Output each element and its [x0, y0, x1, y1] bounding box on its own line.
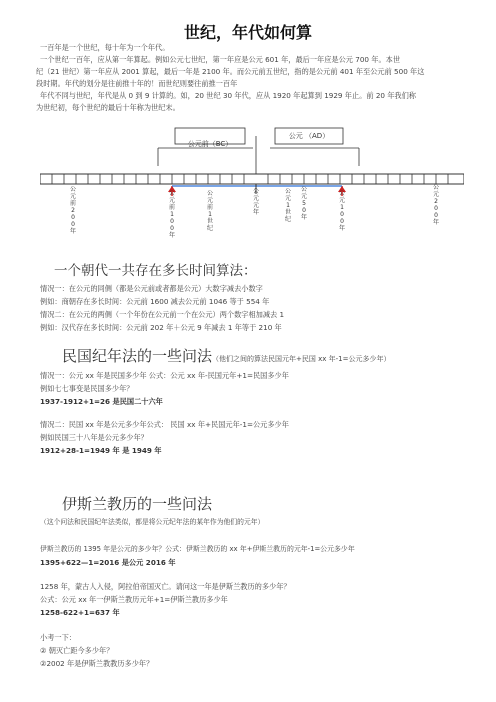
- tick-label-bc200: 公 元 前 2 0 0 年: [69, 186, 76, 235]
- section2-line5: 例如民国三十八年是公元多少年？: [40, 433, 148, 442]
- tick-label-ad1c: 公 元 1 世 纪: [284, 188, 291, 223]
- intro-p3a: 年代不同与世纪，年代是从 0 到 9 计算的。如，20 世纪 30 年代，应从 1920 年起算到 1929 年止。前 20 年我们称: [40, 91, 416, 100]
- ad-label: 公元 （AD）: [288, 132, 330, 140]
- section2-line6: 1912+28-1=1949 年 是 1949 年: [40, 446, 162, 455]
- intro-p3b: 为世纪初，每个世纪的最后十年称为世纪末。: [36, 103, 180, 112]
- section1-line2: 例如：商朝存在多长时间：公元前 1600 减去公元前 1046 等于 554 年: [40, 297, 270, 306]
- section3-line4: 公式：公元 xx 年一伊斯兰教历元年+1=伊斯兰教历多少年: [40, 595, 228, 604]
- tick-label-bc100: 公 元 前 1 0 0 年: [168, 190, 175, 239]
- tick-label-ad100: 公 元 1 0 0 年: [338, 190, 345, 232]
- bc-label: 公元前（BC）: [187, 140, 233, 148]
- section2-line1: 情况一：公元 xx 年是民国多少年 公式：公元 xx 年-民国元年+1=民国多少年: [40, 371, 289, 380]
- section3-heading: 伊斯兰教历的一些问法: [62, 495, 213, 513]
- section2-line3: 1937-1912+1=26 是民国二十六年: [40, 397, 163, 406]
- quiz-question-2: ②2002 年是伊斯兰教教历多少年？: [40, 659, 154, 668]
- section1-heading: 一个朝代一共存在多长时间算法：: [54, 263, 257, 279]
- intro-p2a: 一个世纪一百年，应从第一年算起。例如公元七世纪，第一年应是公元 601 年，最后一年应是公元 700 年。本世: [40, 55, 401, 64]
- quiz-question-1: ② 朝灭亡距今多少年？: [40, 646, 114, 655]
- tick-label-ad1: 公 元 元 年: [252, 188, 259, 216]
- timeline-diagram: [40, 126, 464, 254]
- intro-p2b: 纪（21 世纪）第一年应从 2001 算起，最后一年是 2100 年。而公元前五世纪，指的是公元前 401 年至公元前 500 年这: [36, 67, 425, 76]
- section3-line5: 1258-622+1=637 年: [40, 608, 120, 617]
- quiz-label: 小考一下：: [40, 633, 76, 642]
- tick-label-ad200: 公 元 2 0 0 年: [432, 184, 439, 226]
- section1-line3: 情况二：在公元的两侧（一个年份在公元前一个在公元）两个数字相加减去 1: [40, 310, 285, 319]
- section3-line2: 1395+622—1=2016 是公元 2016 年: [40, 558, 176, 567]
- section2-heading-note: （他们之间的算法民国元年+民国 xx 年-1=公元多少年）: [212, 355, 391, 363]
- section3-line3: 1258 年，蒙古人入侵，阿拉伯帝国灭亡。请问这一年是伊斯兰教历的多少年？: [40, 582, 291, 591]
- section2-heading-row: [62, 345, 390, 366]
- section3-subtitle: （这个问法和民国纪年法类似，都是将公元纪年法的某年作为他们的元年）: [40, 518, 265, 526]
- page-title: 世纪，年代如何算: [183, 23, 312, 42]
- section3-line1: 伊斯兰教历的 1395 年是公元的多少年？公式：伊斯兰教历的 xx 年+伊斯兰教历的元年-1=公元多少年: [40, 545, 355, 553]
- tick-label-ad50: 公 元 5 0 年: [300, 186, 307, 221]
- intro-p1: 一百年是一个世纪，每十年为一个年代。: [40, 43, 170, 52]
- tick-label-bc1c: 公 元 前 1 世 纪: [206, 190, 213, 232]
- section1-line1: 情况一：在公元的同侧（都是公元前或者都是公元）大数字减去小数字: [40, 284, 263, 293]
- section2-heading: 民国纪年法的一些问法: [62, 347, 213, 365]
- section2-line2: 例如七七事变是民国多少年？: [40, 384, 134, 393]
- section2-line4: 情况二：民国 xx 年是公元多少年公式： 民国 xx 年+民国元年-1=公元多少年: [40, 420, 289, 429]
- section1-line4: 例如：汉代存在多长时间：公元前 202 年＋公元 9 年减去 1 年等于 210 年: [40, 323, 282, 332]
- intro-p2c: 段时期。年代的划分是往前推十年的！而世纪则要往前推一百年: [36, 79, 238, 88]
